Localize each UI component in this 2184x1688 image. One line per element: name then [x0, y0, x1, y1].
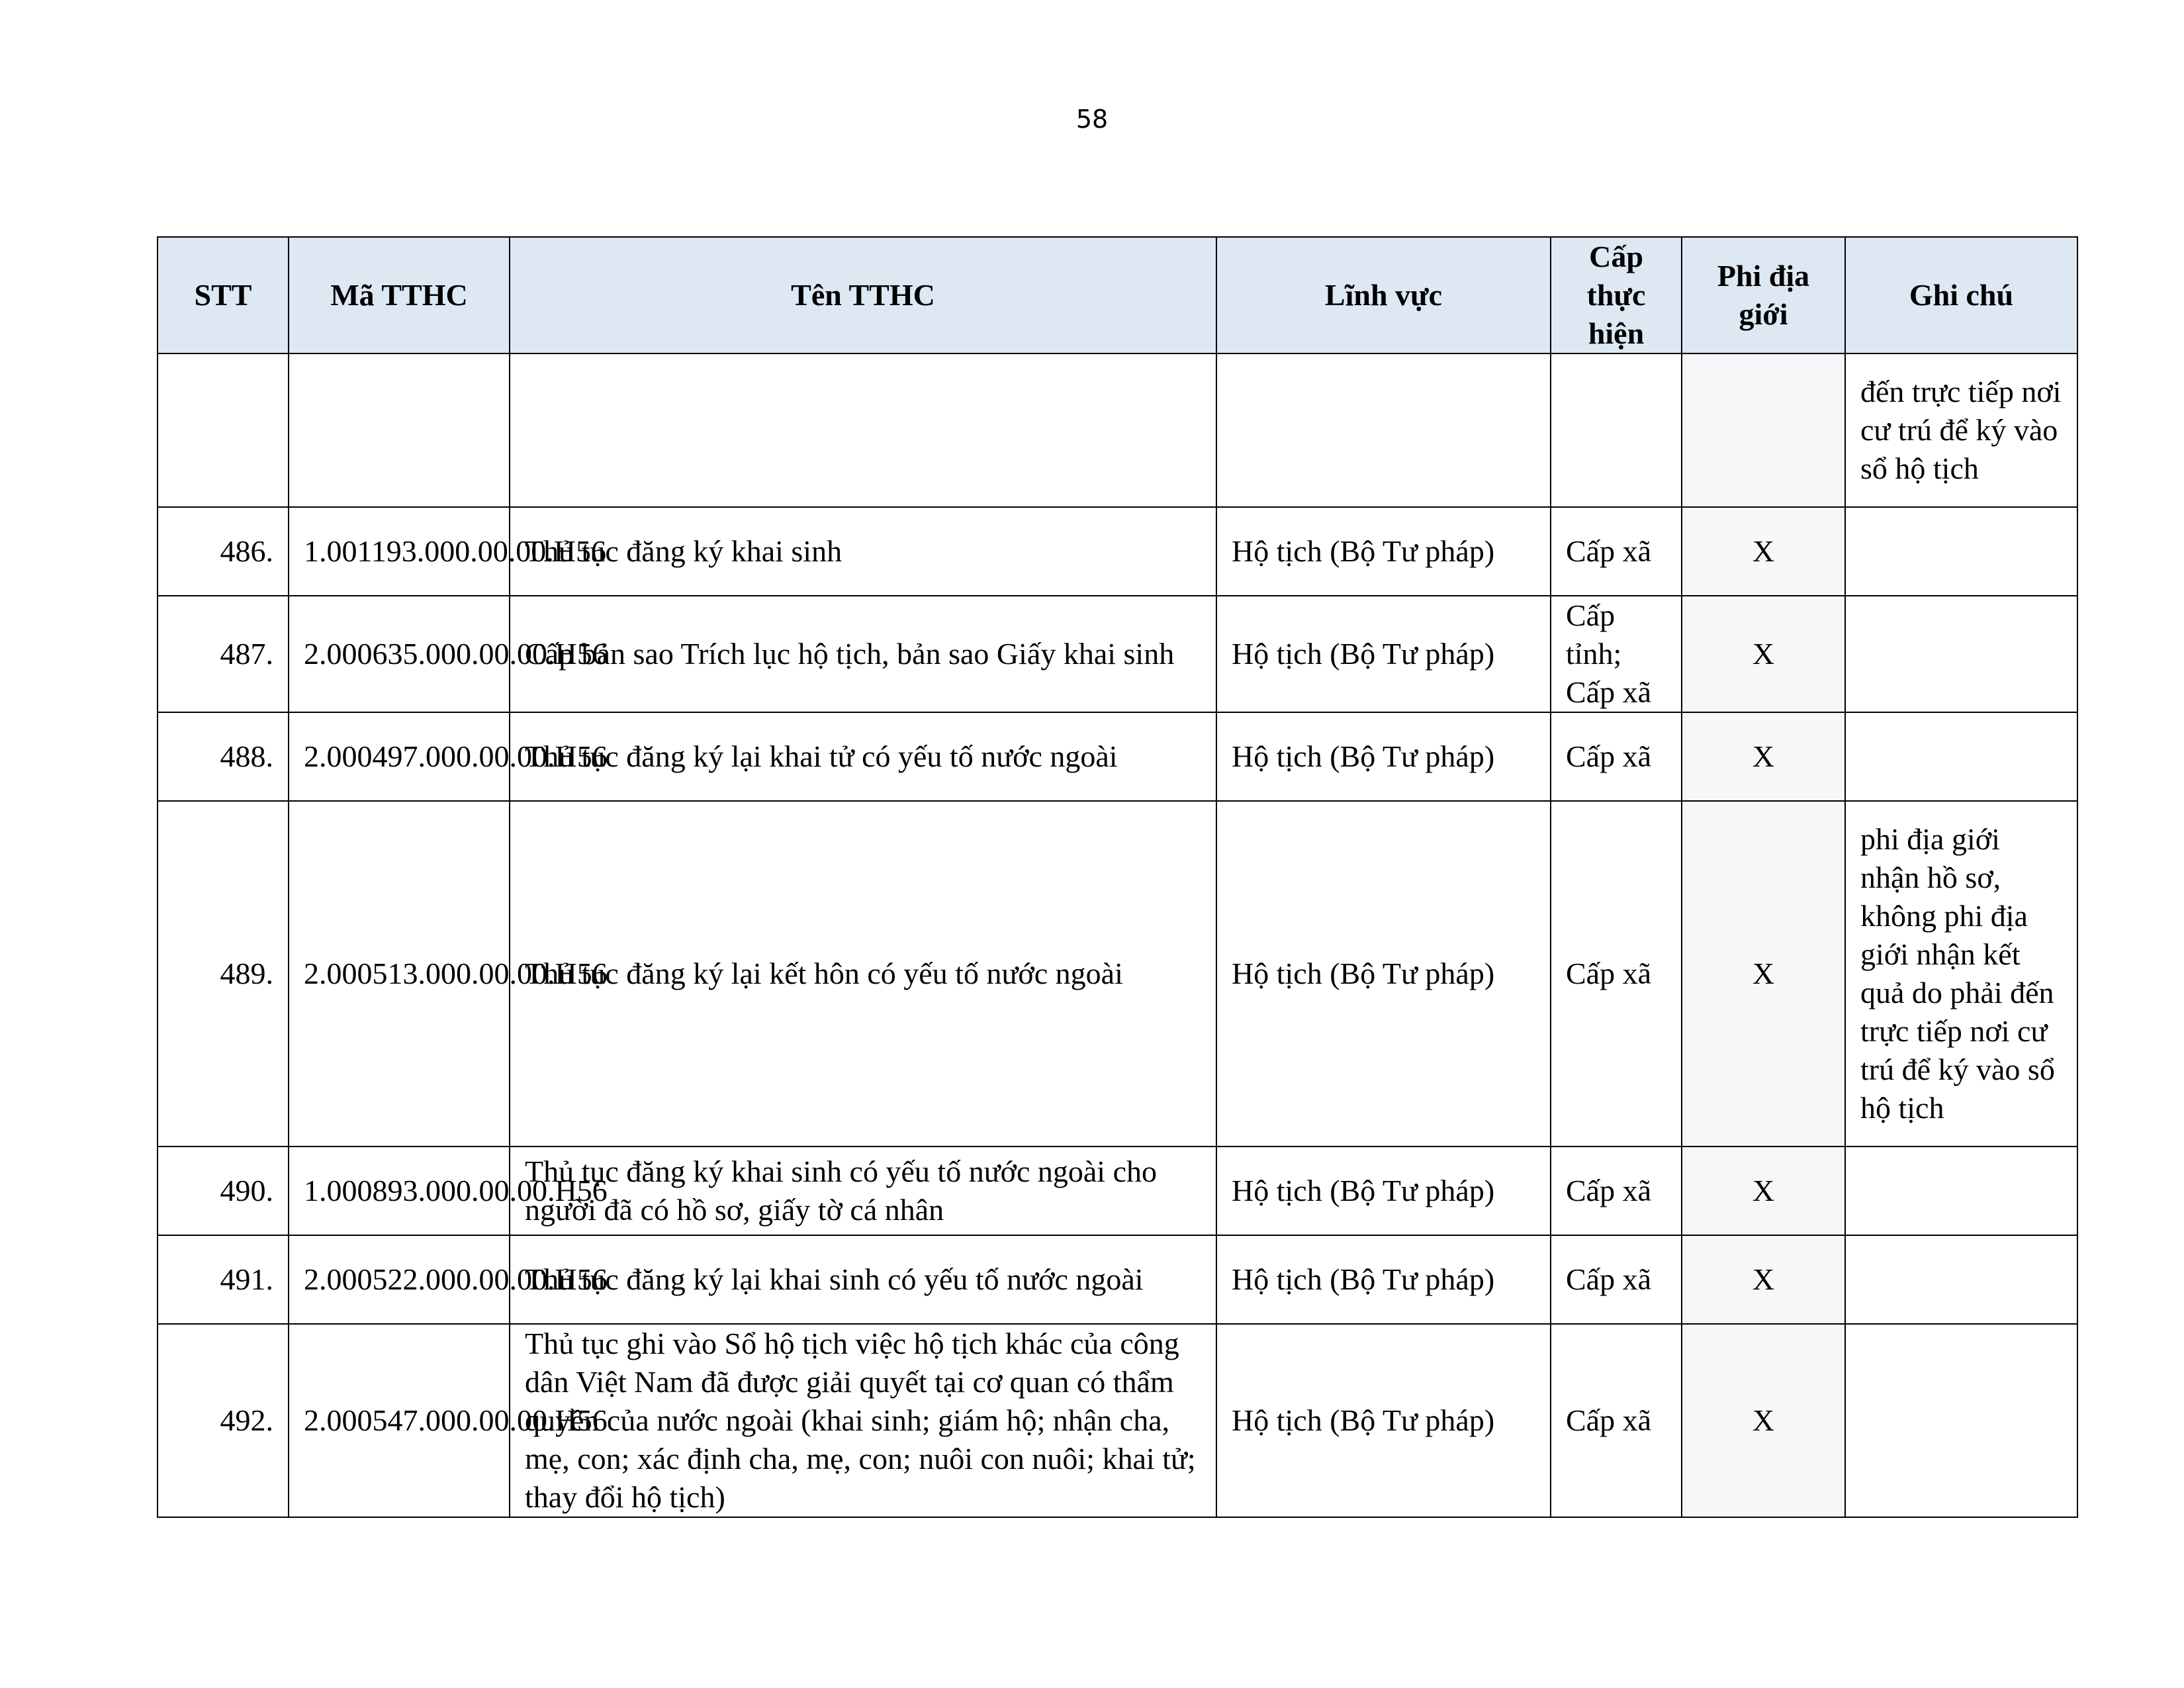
cell-code: 1.000893.000.00.00.H56: [289, 1147, 510, 1235]
cell-stt: 486.: [158, 507, 289, 596]
cell-name: Thủ tục đăng ký khai sinh: [510, 507, 1216, 596]
cell-field: Hộ tịch (Bộ Tư pháp): [1216, 712, 1551, 801]
cell-stt: 489.: [158, 801, 289, 1147]
cell-name: Thủ tục đăng ký lại khai sinh có yếu tố nước ngoài: [510, 1235, 1216, 1324]
cell-code: 2.000513.000.00.00.H56: [289, 801, 510, 1147]
cell-phi-dia-gioi: X: [1682, 712, 1845, 801]
cell-phi-dia-gioi: X: [1682, 1147, 1845, 1235]
cell-stt: 491.: [158, 1235, 289, 1324]
cell-note: [1845, 1147, 2077, 1235]
header-stt: STT: [158, 237, 289, 353]
header-name: Tên TTHC: [510, 237, 1216, 353]
header-phi-dia-gioi: Phi địa giới: [1682, 237, 1845, 353]
cell-note: [1845, 507, 2077, 596]
table-header-row: [158, 237, 2077, 353]
cell-field: Hộ tịch (Bộ Tư pháp): [1216, 1324, 1551, 1517]
cell-level: Cấp xã: [1551, 712, 1682, 801]
cell-field: Hộ tịch (Bộ Tư pháp): [1216, 507, 1551, 596]
cell-field: [1216, 353, 1551, 507]
procedure-table: [157, 236, 2078, 1518]
cell-field: Hộ tịch (Bộ Tư pháp): [1216, 1235, 1551, 1324]
cell-code: 2.000497.000.00.00.H56: [289, 712, 510, 801]
cell-level: Cấp xã: [1551, 1324, 1682, 1517]
cell-code: [289, 353, 510, 507]
cell-note: [1845, 1324, 2077, 1517]
cell-phi-dia-gioi: X: [1682, 596, 1845, 712]
cell-name: Thủ tục ghi vào Sổ hộ tịch việc hộ tịch khác của công dân Việt Nam đã được giải quyết tại cơ quan có thẩm quyền của nước ngoài (khai sinh; giám hộ; nhận cha, mẹ, con; xác định cha, mẹ, con; nuôi con nuôi; khai tử; thay đổi hộ tịch): [510, 1324, 1216, 1517]
cell-stt: [158, 353, 289, 507]
table-row: [158, 596, 2077, 712]
cell-name: Thủ tục đăng ký lại khai tử có yếu tố nước ngoài: [510, 712, 1216, 801]
header-field: Lĩnh vực: [1216, 237, 1551, 353]
cell-stt: 490.: [158, 1147, 289, 1235]
cell-code: 2.000522.000.00.00.H56: [289, 1235, 510, 1324]
table-row: [158, 353, 2077, 507]
cell-note: [1845, 1235, 2077, 1324]
cell-code: 1.001193.000.00.00.H56: [289, 507, 510, 596]
cell-name: Thủ tục đăng ký khai sinh có yếu tố nước ngoài cho người đã có hồ sơ, giấy tờ cá nhân: [510, 1147, 1216, 1235]
header-level: Cấp thực hiện: [1551, 237, 1682, 353]
cell-name: [510, 353, 1216, 507]
cell-note: phi địa giới nhận hồ sơ, không phi địa giới nhận kết quả do phải đến trực tiếp nơi cư trú để ký vào sổ hộ tịch: [1845, 801, 2077, 1147]
cell-phi-dia-gioi: X: [1682, 801, 1845, 1147]
cell-stt: 492.: [158, 1324, 289, 1517]
cell-level: [1551, 353, 1682, 507]
header-code: Mã TTHC: [289, 237, 510, 353]
header-note: Ghi chú: [1845, 237, 2077, 353]
cell-field: Hộ tịch (Bộ Tư pháp): [1216, 801, 1551, 1147]
cell-field: Hộ tịch (Bộ Tư pháp): [1216, 596, 1551, 712]
cell-name: Thủ tục đăng ký lại kết hôn có yếu tố nước ngoài: [510, 801, 1216, 1147]
cell-name: Cấp bản sao Trích lục hộ tịch, bản sao Giấy khai sinh: [510, 596, 1216, 712]
cell-level: Cấp xã: [1551, 1147, 1682, 1235]
cell-code: 2.000547.000.00.00.H56: [289, 1324, 510, 1517]
page-number: 58: [1075, 105, 1109, 134]
cell-field: Hộ tịch (Bộ Tư pháp): [1216, 1147, 1551, 1235]
cell-level: Cấp xã: [1551, 507, 1682, 596]
cell-note: [1845, 712, 2077, 801]
cell-level: Cấp tỉnh; Cấp xã: [1551, 596, 1682, 712]
table-row: [158, 1235, 2077, 1324]
cell-stt: 488.: [158, 712, 289, 801]
cell-note: [1845, 596, 2077, 712]
cell-phi-dia-gioi: X: [1682, 1235, 1845, 1324]
cell-phi-dia-gioi: X: [1682, 507, 1845, 596]
table-row: [158, 1324, 2077, 1517]
cell-code: 2.000635.000.00.00.H56: [289, 596, 510, 712]
table-row: [158, 1147, 2077, 1235]
cell-phi-dia-gioi: X: [1682, 1324, 1845, 1517]
cell-level: Cấp xã: [1551, 1235, 1682, 1324]
table-row: [158, 507, 2077, 596]
cell-stt: 487.: [158, 596, 289, 712]
cell-phi-dia-gioi: [1682, 353, 1845, 507]
table-row: [158, 801, 2077, 1147]
cell-level: Cấp xã: [1551, 801, 1682, 1147]
table-row: [158, 712, 2077, 801]
cell-note: đến trực tiếp nơi cư trú để ký vào sổ hộ tịch: [1845, 353, 2077, 507]
